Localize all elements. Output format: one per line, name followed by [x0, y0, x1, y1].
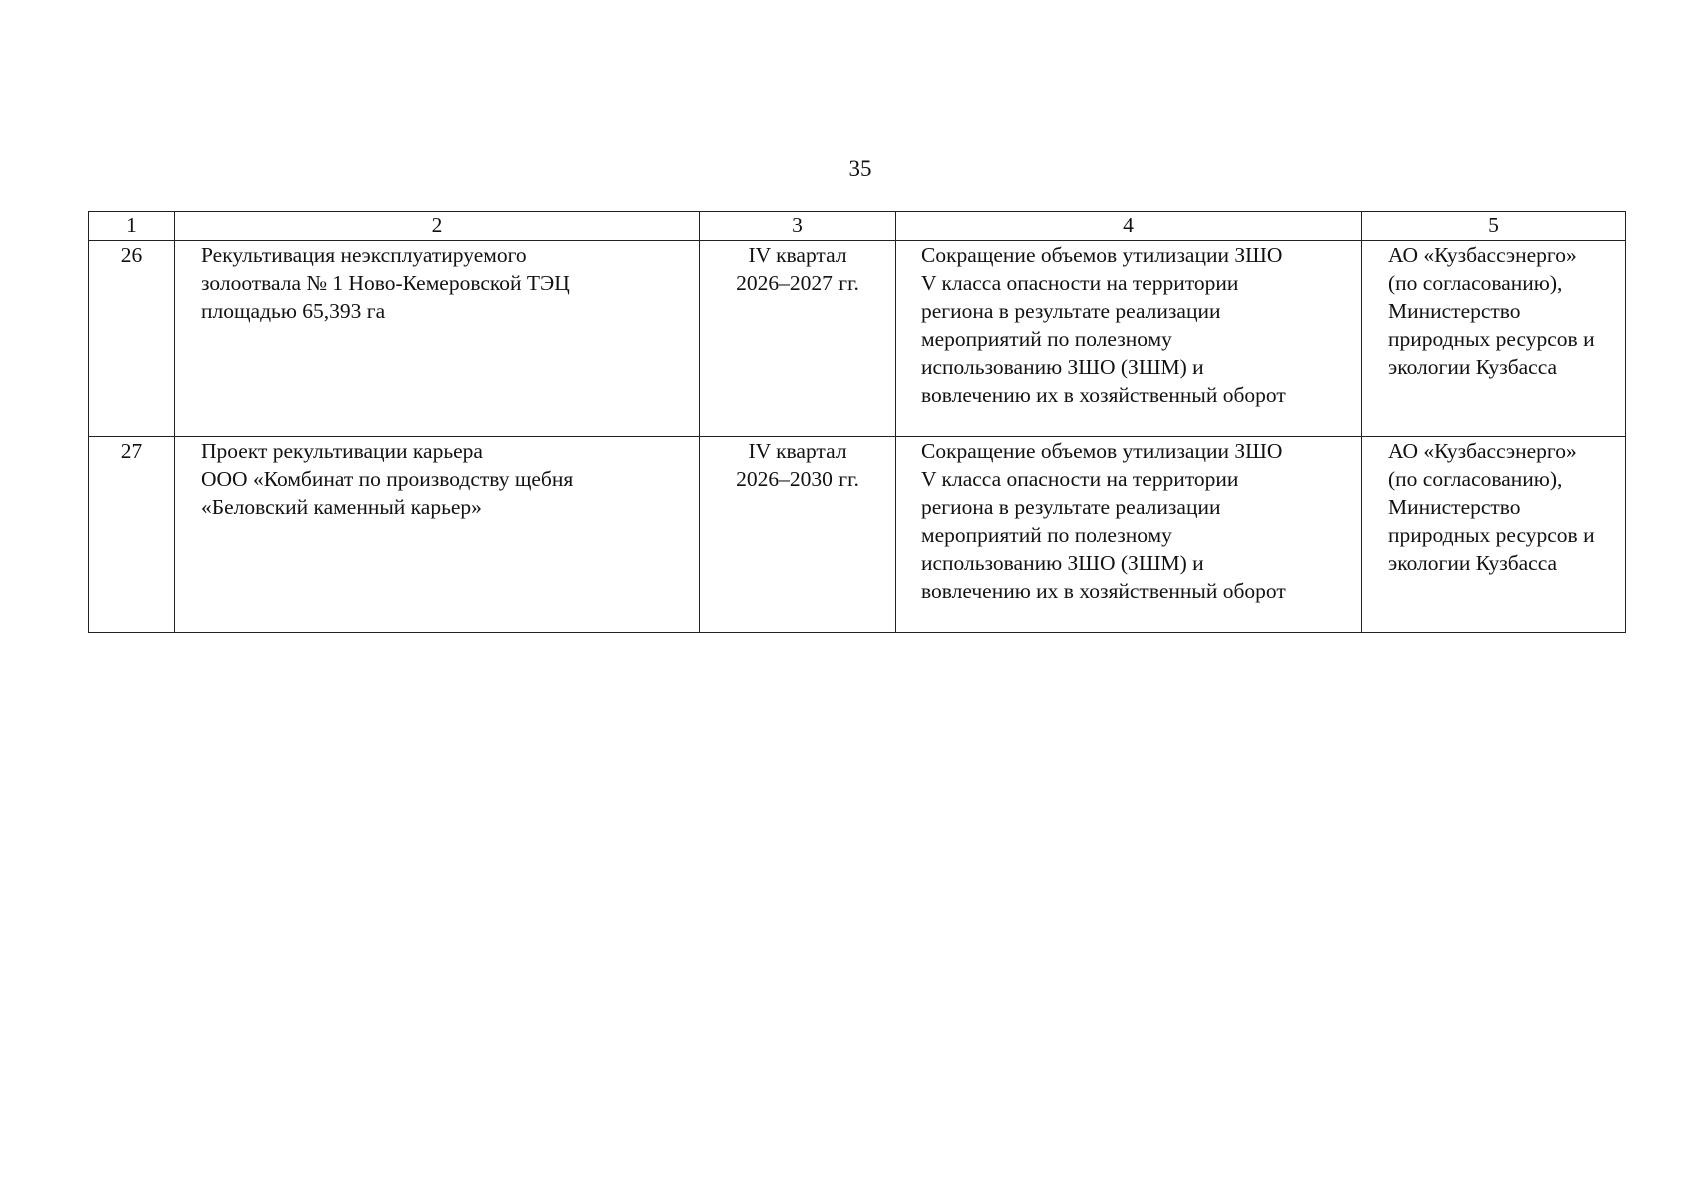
- result-line: региона в результате реализации: [921, 495, 1221, 519]
- measure-name-line: Проект рекультивации карьера: [201, 439, 483, 463]
- expected-result: [896, 437, 1362, 633]
- column-number-4: 4: [896, 212, 1362, 241]
- measures-table: [88, 211, 1626, 633]
- result-line: использованию ЗШО (ЗШМ) и: [921, 355, 1204, 379]
- table-row: [89, 437, 1626, 633]
- column-number-5: 5: [1362, 212, 1626, 241]
- period-line: 2026–2027 гг.: [736, 271, 859, 295]
- period-line: IV квартал: [748, 243, 847, 267]
- result-line: региона в результате реализации: [921, 299, 1221, 323]
- period-line: 2026–2030 гг.: [736, 467, 859, 491]
- measure-name-line: ООО «Комбинат по производству щебня: [201, 467, 574, 491]
- responsible-executors: [1362, 437, 1626, 633]
- row-number: 27: [89, 437, 175, 633]
- measure-name-line: «Беловский каменный карьер»: [201, 495, 482, 519]
- result-line: вовлечению их в хозяйственный оборот: [921, 383, 1286, 407]
- result-line: вовлечению их в хозяйственный оборот: [921, 579, 1286, 603]
- responsible-line: экологии Кузбасса: [1388, 355, 1558, 379]
- expected-result: [896, 241, 1362, 437]
- result-line: Сокращение объемов утилизации ЗШО: [921, 439, 1283, 463]
- column-number-2: 2: [175, 212, 700, 241]
- period-line: IV квартал: [748, 439, 847, 463]
- measure-name-line: золоотвала № 1 Ново-Кемеровской ТЭЦ: [201, 271, 570, 295]
- result-line: мероприятий по полезному: [921, 327, 1172, 351]
- measure-name: [175, 241, 700, 437]
- result-line: мероприятий по полезному: [921, 523, 1172, 547]
- result-line: V класса опасности на территории: [921, 467, 1239, 491]
- implementation-period: [700, 241, 896, 437]
- table-header-row: [89, 212, 1626, 241]
- responsible-executors: [1362, 241, 1626, 437]
- responsible-line: природных ресурсов и: [1388, 327, 1595, 351]
- page-number: 35: [848, 156, 872, 181]
- result-line: V класса опасности на территории: [921, 271, 1239, 295]
- column-number-3: 3: [700, 212, 896, 241]
- measure-name-line: Рекультивация неэксплуатируемого: [201, 243, 527, 267]
- result-line: Сокращение объемов утилизации ЗШО: [921, 243, 1283, 267]
- responsible-line: природных ресурсов и: [1388, 523, 1595, 547]
- column-number-1: 1: [89, 212, 175, 241]
- responsible-line: (по согласованию),: [1388, 467, 1563, 491]
- implementation-period: [700, 437, 896, 633]
- measure-name: [175, 437, 700, 633]
- responsible-line: АО «Кузбассэнерго»: [1388, 439, 1577, 463]
- responsible-line: Министерство: [1388, 299, 1521, 323]
- measure-name-line: площадью 65,393 га: [201, 299, 386, 323]
- responsible-line: (по согласованию),: [1388, 271, 1563, 295]
- responsible-line: АО «Кузбассэнерго»: [1388, 243, 1577, 267]
- responsible-line: экологии Кузбасса: [1388, 551, 1558, 575]
- row-number: 26: [89, 241, 175, 437]
- responsible-line: Министерство: [1388, 495, 1521, 519]
- result-line: использованию ЗШО (ЗШМ) и: [921, 551, 1204, 575]
- table-row: [89, 241, 1626, 437]
